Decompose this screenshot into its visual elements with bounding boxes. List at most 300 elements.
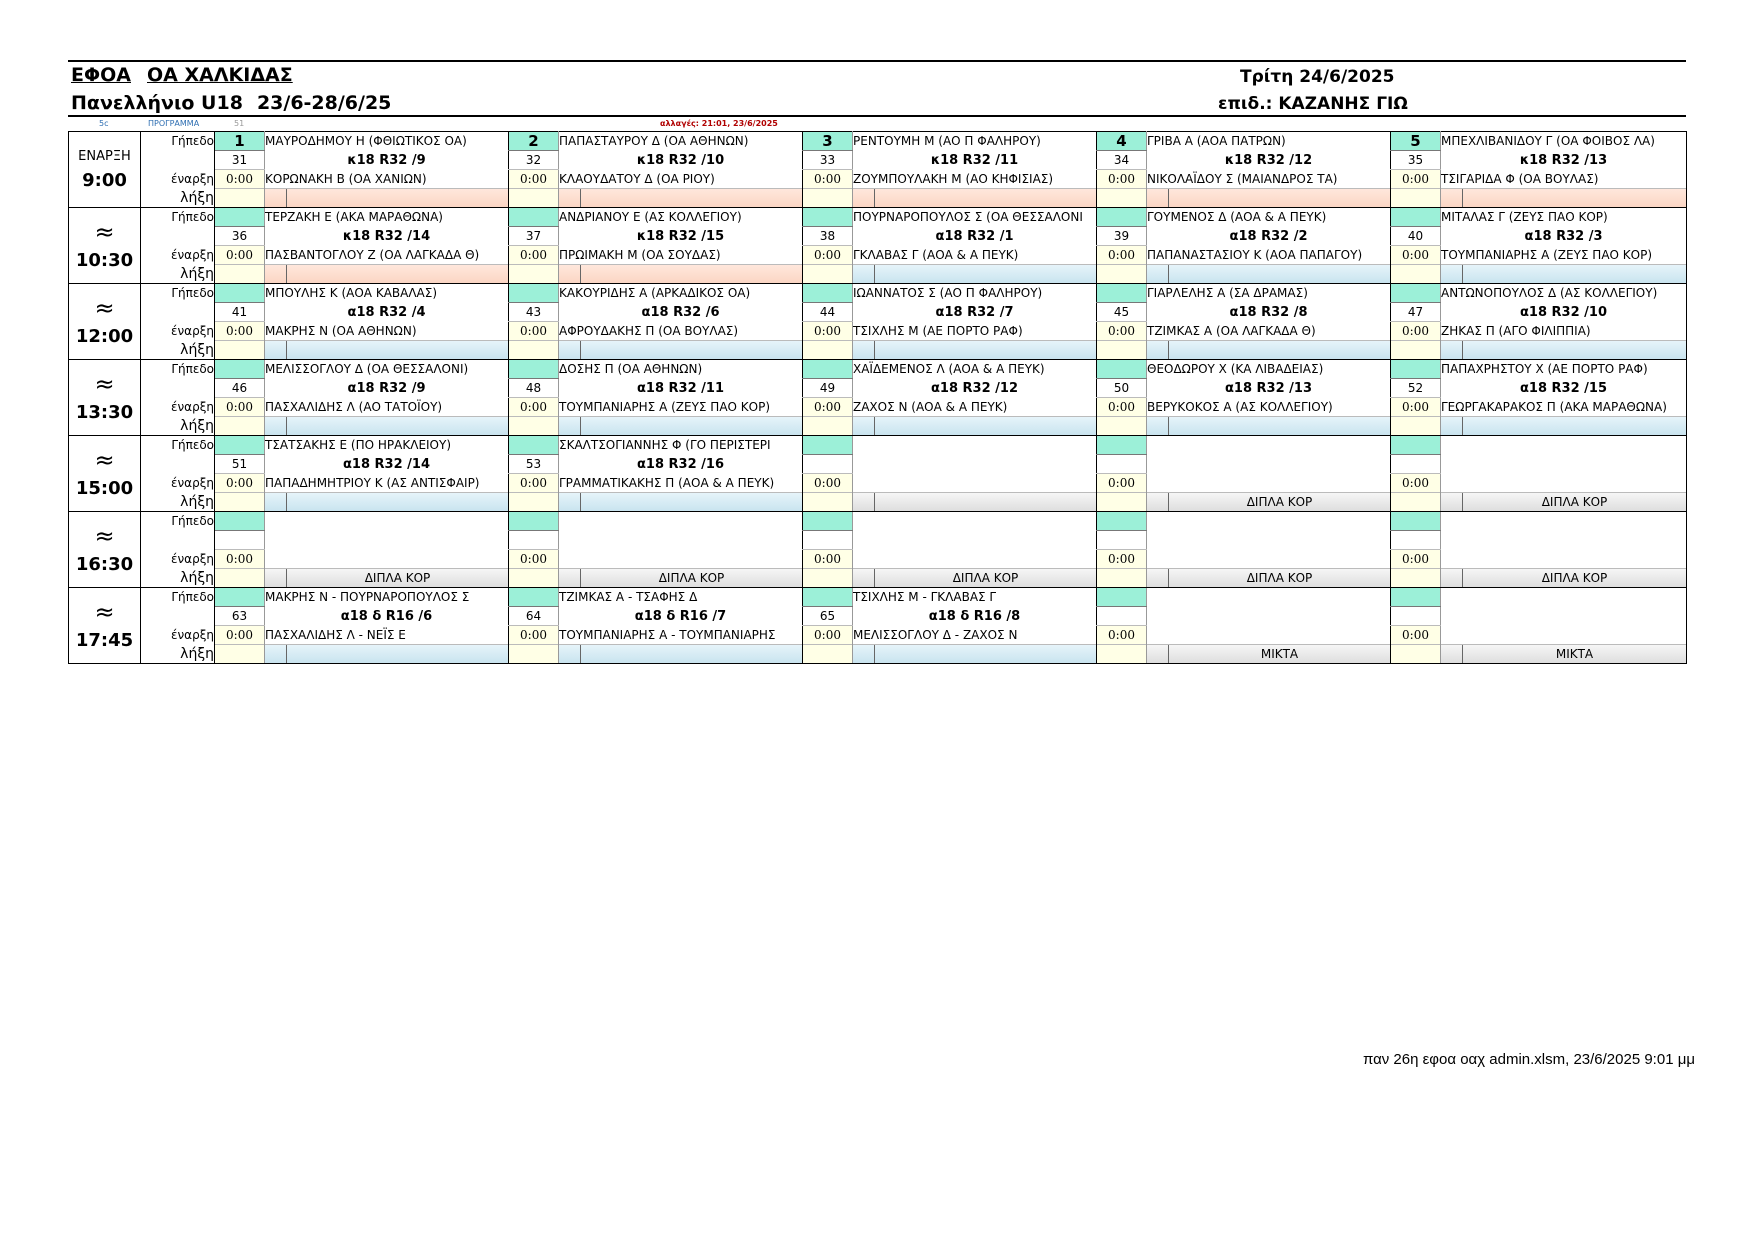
club-name: ΟΑ ΧΑΛΚΙΔΑΣ [147, 64, 293, 86]
match-start-time: 0:00 [803, 626, 853, 645]
end-bar [1147, 417, 1390, 435]
row-label-empty [141, 379, 215, 398]
match-note: ΔΙΠΛΑ ΚΟΡ [1169, 569, 1390, 587]
match-end-time [803, 417, 853, 436]
match-start-time: 0:00 [1097, 246, 1147, 265]
match-note [287, 265, 508, 283]
match-round: κ18 R32 /15 [636, 228, 725, 244]
match-note [287, 493, 508, 511]
match-round [265, 531, 509, 550]
match-number [1097, 455, 1147, 474]
match-round: α18 R32 /10 [1441, 303, 1687, 322]
match-start-time: 0:00 [1391, 474, 1441, 493]
match-note: ΔΙΠΛΑ ΚΟΡ [581, 569, 802, 587]
end-bar [853, 645, 1096, 663]
match-start-time: 0:00 [215, 322, 265, 341]
match-number: 47 [1391, 303, 1441, 322]
end-bar [1147, 341, 1390, 359]
match-round: α18 R32 /1 [935, 228, 1014, 244]
match-note: ΔΙΠΛΑ ΚΟΡ [875, 569, 1096, 587]
schedule-row [69, 417, 1687, 436]
match-end-bar [1147, 569, 1391, 588]
match-round: κ18 R32 /14 [342, 228, 431, 244]
match-end-time [215, 417, 265, 436]
match-round: α18 R32 /3 [1441, 227, 1687, 246]
match-number: 48 [509, 379, 559, 398]
match-note [875, 417, 1096, 435]
match-round: α18 R32 /7 [935, 304, 1014, 320]
player-two: ΚΟΡΩΝΑΚΗ Β (ΟΑ ΧΑΝΙΩΝ) [265, 171, 427, 186]
court-number [803, 588, 853, 607]
schedule-row [69, 607, 1687, 626]
player-one: ΑΝΔΡΙΑΝΟΥ Ε (ΑΣ ΚΟΛΛΕΓΙΟΥ) [559, 208, 803, 227]
match-start-time: 0:00 [803, 170, 853, 189]
slot-time: 16:30 [75, 554, 134, 575]
schedule-row [69, 265, 1687, 284]
match-end-bar [1147, 493, 1391, 512]
end-bar-cell [1441, 265, 1463, 283]
match-end-bar [1441, 417, 1687, 436]
match-end-time [803, 189, 853, 208]
match-note [581, 265, 802, 283]
match-end-time [1391, 645, 1441, 664]
start-label: έναρξη [141, 626, 215, 645]
match-round [1147, 531, 1391, 550]
match-end-time [509, 265, 559, 284]
match-round: κ18 R32 /10 [636, 152, 725, 168]
player-one: ΤΕΡΖΑΚΗ Ε (ΑΚΑ ΜΑΡΑΘΩΝΑ) [265, 208, 509, 227]
end-bar-cell [559, 645, 581, 663]
player-one [559, 512, 803, 531]
player-two: ΑΦΡΟΥΔΑΚΗΣ Π (ΟΑ ΒΟΥΛΑΣ) [559, 323, 739, 338]
end-bar-cell [1441, 645, 1463, 663]
end-bar-cell [853, 569, 875, 587]
match-round [853, 455, 1097, 474]
match-note: ΜΙΚΤΑ [1463, 645, 1686, 663]
court-number [803, 208, 853, 227]
schedule-row [69, 455, 1687, 474]
match-round: α18 R32 /11 [636, 380, 724, 396]
match-number: 37 [509, 227, 559, 246]
match-start-time: 0:00 [215, 246, 265, 265]
match-number [215, 531, 265, 550]
schedule-row [69, 398, 1687, 417]
match-number: 52 [1391, 379, 1441, 398]
court-number [1391, 208, 1441, 227]
player-two: ΝΙΚΟΛΑΪΔΟΥ Σ (ΜΑΙΑΝΔΡΟΣ ΤΑ) [1147, 171, 1338, 186]
court-number: 3 [803, 132, 853, 151]
match-end-bar [559, 645, 803, 664]
end-bar-cell [265, 569, 287, 587]
match-end-time [1391, 341, 1441, 360]
end-bar [1441, 417, 1686, 435]
match-note: ΔΙΠΛΑ ΚΟΡ [1169, 493, 1390, 511]
match-round: α18 R32 /8 [1229, 304, 1308, 320]
match-number [1391, 531, 1441, 550]
court-label: Γήπεδο [141, 588, 215, 607]
end-label: λήξη [141, 493, 215, 512]
end-label: λήξη [141, 645, 215, 664]
match-number: 64 [509, 607, 559, 626]
player-two: ΤΟΥΜΠΑΝΙΑΡΗΣ Α (ΖΕΥΣ ΠΑΟ ΚΟΡ) [559, 399, 771, 414]
row-label-empty [141, 455, 215, 474]
end-bar-cell [1147, 645, 1169, 663]
match-end-bar [1441, 265, 1687, 284]
end-bar-cell [1147, 189, 1169, 207]
match-number: 51 [215, 455, 265, 474]
match-note [581, 189, 802, 207]
match-note [581, 341, 802, 359]
player-two [559, 550, 803, 569]
end-bar-cell [265, 189, 287, 207]
player-two: ΜΕΛΙΣΣΟΓΛΟΥ Δ - ΖΑΧΟΣ Ν [853, 627, 1018, 642]
end-bar [1147, 189, 1390, 207]
match-start-time: 0:00 [1097, 626, 1147, 645]
player-one: ΓΙΑΡΛΕΛΗΣ Α (ΣΑ ΔΡΑΜΑΣ) [1147, 284, 1391, 303]
match-end-bar [853, 569, 1097, 588]
match-round: α18 δ R16 /6 [340, 608, 433, 624]
end-bar [1147, 265, 1390, 283]
match-note [287, 189, 508, 207]
match-number: 43 [509, 303, 559, 322]
match-end-bar [853, 493, 1097, 512]
match-end-bar [1441, 189, 1687, 208]
row-label-empty [141, 227, 215, 246]
match-end-bar [265, 265, 509, 284]
match-start-time: 0:00 [509, 246, 559, 265]
match-end-time [1097, 341, 1147, 360]
approx-icon: ≈ [94, 598, 115, 626]
end-bar-cell [265, 265, 287, 283]
court-number [215, 360, 265, 379]
court-number [1391, 360, 1441, 379]
match-number: 53 [509, 455, 559, 474]
court-number: 2 [509, 132, 559, 151]
match-number: 41 [215, 303, 265, 322]
player-two: ΠΡΩΙΜΑΚΗ Μ (ΟΑ ΣΟΥΔΑΣ) [559, 247, 721, 262]
match-note [1169, 341, 1390, 359]
start-header: ΕΝΑΡΞΗ [78, 148, 131, 164]
match-start-time: 0:00 [1097, 550, 1147, 569]
end-bar-cell [265, 645, 287, 663]
match-end-time [803, 341, 853, 360]
match-end-time [509, 189, 559, 208]
match-note [1463, 265, 1686, 283]
end-bar [265, 645, 508, 663]
match-start-time: 0:00 [803, 474, 853, 493]
match-end-bar [1441, 341, 1687, 360]
match-number: 36 [215, 227, 265, 246]
end-bar [265, 493, 508, 511]
schedule-row [69, 569, 1687, 588]
court-number [1097, 284, 1147, 303]
player-two [1441, 550, 1687, 569]
match-note [287, 645, 508, 663]
slot-time: 17:45 [75, 630, 134, 651]
end-bar-cell [853, 645, 875, 663]
match-end-bar [853, 645, 1097, 664]
match-number: 31 [215, 151, 265, 170]
match-note [1169, 417, 1390, 435]
court-number [509, 588, 559, 607]
match-number [1097, 531, 1147, 550]
player-one [1147, 512, 1391, 531]
match-note [1463, 417, 1686, 435]
end-bar [1147, 493, 1390, 511]
match-start-time: 0:00 [1391, 246, 1441, 265]
court-label: Γήπεδο [141, 284, 215, 303]
match-end-bar [265, 417, 509, 436]
player-one [853, 512, 1097, 531]
match-end-bar [265, 493, 509, 512]
end-bar [853, 265, 1096, 283]
match-end-bar [559, 493, 803, 512]
end-bar [265, 189, 508, 207]
match-end-bar [1147, 265, 1391, 284]
court-label: Γήπεδο [141, 132, 215, 151]
match-note [875, 189, 1096, 207]
match-round: α18 R32 /14 [342, 456, 430, 472]
schedule-row [69, 436, 1687, 455]
match-start-time: 0:00 [509, 550, 559, 569]
slot-time: 15:00 [75, 478, 134, 499]
match-end-bar [1441, 645, 1687, 664]
end-bar [559, 265, 802, 283]
match-note [287, 417, 508, 435]
match-start-time: 0:00 [803, 550, 853, 569]
event-dates: 23/6-28/6/25 [256, 92, 392, 114]
court-number [215, 284, 265, 303]
match-round: α18 R32 /6 [641, 304, 720, 320]
player-two: ΠΑΣΧΑΛΙΔΗΣ Λ - ΝΕΪΣ Ε [265, 627, 406, 642]
schedule-row [69, 550, 1687, 569]
player-one [1441, 436, 1687, 455]
row-label-empty [141, 607, 215, 626]
end-bar [265, 569, 508, 587]
player-two: ΖΗΚΑΣ Π (ΑΓΟ ΦΙΛΙΠΠΙΑ) [1441, 322, 1687, 341]
end-bar-cell [1441, 569, 1463, 587]
schedule-row [69, 588, 1687, 607]
player-two: ΓΚΛΑΒΑΣ Γ (ΑΟΑ & Α ΠΕΥΚ) [853, 247, 1019, 262]
end-bar-cell [559, 341, 581, 359]
end-bar-cell [853, 341, 875, 359]
match-number: 33 [803, 151, 853, 170]
end-bar-cell [559, 569, 581, 587]
schedule-row [69, 322, 1687, 341]
match-end-bar [559, 341, 803, 360]
court-number: 1 [215, 132, 265, 151]
schedule-row [69, 645, 1687, 664]
match-number [509, 531, 559, 550]
match-round [1147, 607, 1391, 626]
player-one: ΓΟΥΜΕΝΟΣ Δ (ΑΟΑ & Α ΠΕΥΚ) [1147, 208, 1391, 227]
match-note [875, 493, 1096, 511]
player-two: ΠΑΣΧΑΛΙΔΗΣ Λ (ΑΟ ΤΑΤΟΪΟΥ) [265, 399, 443, 414]
court-number [803, 436, 853, 455]
end-bar-cell [1441, 341, 1463, 359]
match-end-time [1097, 645, 1147, 664]
player-two: ΤΣΙΓΑΡΙΔΑ Φ (ΟΑ ΒΟΥΛΑΣ) [1441, 170, 1687, 189]
match-end-time [1097, 569, 1147, 588]
schedule-table [68, 131, 1687, 664]
match-round: α18 R32 /2 [1229, 228, 1308, 244]
code-label: 5c [99, 119, 109, 128]
match-end-time [215, 341, 265, 360]
end-bar [265, 265, 508, 283]
end-bar-cell [1147, 265, 1169, 283]
match-end-time [1097, 189, 1147, 208]
player-two [1147, 474, 1391, 493]
schedule-row [69, 303, 1687, 322]
match-round: α18 δ R16 /7 [634, 608, 727, 624]
schedule-row [69, 189, 1687, 208]
file-footer: παν 26η εφοα οαχ admin.xlsm, 23/6/2025 9:01 μμ [1362, 1051, 1695, 1068]
end-bar [1441, 341, 1686, 359]
match-number: 39 [1097, 227, 1147, 246]
schedule-row [69, 151, 1687, 170]
court-number [1391, 436, 1441, 455]
end-bar-cell [853, 265, 875, 283]
slot-time: 9:00 [82, 169, 127, 191]
match-note: ΔΙΠΛΑ ΚΟΡ [1463, 569, 1686, 587]
match-note [875, 265, 1096, 283]
court-number: 4 [1097, 132, 1147, 151]
court-number [509, 436, 559, 455]
match-end-bar [1147, 341, 1391, 360]
match-round [1147, 455, 1391, 474]
match-round: κ18 R32 /11 [930, 152, 1019, 168]
player-one: ΚΑΚΟΥΡΙΔΗΣ Α (ΑΡΚΑΔΙΚΟΣ ΟΑ) [559, 284, 803, 303]
match-start-time: 0:00 [509, 398, 559, 417]
player-two: ΓΕΩΡΓΑΚΑΡΑΚΟΣ Π (ΑΚΑ ΜΑΡΑΘΩΝΑ) [1441, 398, 1687, 417]
match-start-time: 0:00 [1097, 474, 1147, 493]
top-rule [68, 60, 1686, 62]
match-end-bar [265, 569, 509, 588]
end-label: λήξη [141, 189, 215, 208]
match-round: α18 R32 /4 [347, 304, 426, 320]
schedule-row [69, 626, 1687, 645]
player-one: ΜΠΕΧΛΙΒΑΝΙΔΟΥ Γ (ΟΑ ΦΟΙΒΟΣ ΛΑ) [1441, 132, 1687, 151]
match-round: κ18 R32 /9 [347, 152, 426, 168]
match-start-time: 0:00 [1391, 550, 1441, 569]
match-number: 34 [1097, 151, 1147, 170]
match-round: α18 R32 /9 [347, 380, 426, 396]
match-start-time: 0:00 [1097, 170, 1147, 189]
player-one: ΘΕΟΔΩΡΟΥ Χ (ΚΑ ΛΙΒΑΔΕΙΑΣ) [1147, 360, 1391, 379]
start-label: έναρξη [141, 170, 215, 189]
end-bar [559, 493, 802, 511]
match-round: α18 R32 /15 [1441, 379, 1687, 398]
player-one: ΡΕΝΤΟΥΜΗ Μ (ΑΟ Π ΦΑΛΗΡΟΥ) [853, 132, 1097, 151]
match-start-time: 0:00 [509, 626, 559, 645]
end-bar-cell [1147, 417, 1169, 435]
player-two [265, 550, 509, 569]
match-end-bar [559, 417, 803, 436]
match-end-time [509, 645, 559, 664]
match-end-time [803, 265, 853, 284]
slot-time: 13:30 [75, 402, 134, 423]
player-two: ΠΑΠΑΝΑΣΤΑΣΙΟΥ Κ (ΑΟΑ ΠΑΠΑΓΟΥ) [1147, 247, 1363, 262]
player-one: ΠΑΠΑΣΤΑΥΡΟΥ Δ (ΟΑ ΑΘΗΝΩΝ) [559, 132, 803, 151]
court-label: Γήπεδο [141, 360, 215, 379]
court-number [803, 284, 853, 303]
match-end-time [803, 493, 853, 512]
player-two: ΖΟΥΜΠΟΥΛΑΚΗ Μ (ΑΟ ΚΗΦΙΣΙΑΣ) [853, 171, 1054, 186]
match-end-time [1097, 265, 1147, 284]
match-round: α18 R32 /13 [1224, 380, 1312, 396]
player-one [1147, 436, 1391, 455]
event-title [71, 92, 391, 114]
player-two: ΚΛΑΟΥΔΑΤΟΥ Δ (ΟΑ ΡΙΟΥ) [559, 171, 715, 186]
match-number: 46 [215, 379, 265, 398]
match-end-time [1097, 493, 1147, 512]
match-round: α18 R32 /16 [636, 456, 724, 472]
match-end-time [1391, 189, 1441, 208]
player-one [1441, 588, 1687, 607]
court-label: Γήπεδο [141, 436, 215, 455]
schedule-row [69, 208, 1687, 227]
end-bar-cell [265, 341, 287, 359]
match-start-time: 0:00 [215, 474, 265, 493]
end-bar [853, 417, 1096, 435]
match-start-time: 0:00 [1097, 322, 1147, 341]
match-end-time [803, 645, 853, 664]
slot-time-cell [69, 360, 141, 436]
schedule-row [69, 132, 1687, 151]
slot-time-cell [69, 512, 141, 588]
match-end-time [803, 569, 853, 588]
match-round [1441, 455, 1687, 474]
match-round: α18 δ R16 /8 [928, 608, 1021, 624]
player-one: ΔΟΣΗΣ Π (ΟΑ ΑΘΗΝΩΝ) [559, 360, 803, 379]
end-bar [559, 189, 802, 207]
court-number [1391, 284, 1441, 303]
end-bar [265, 341, 508, 359]
player-one: ΤΣΙΧΛΗΣ Μ - ΓΚΛΑΒΑΣ Γ [853, 588, 1097, 607]
player-one [265, 512, 509, 531]
match-end-bar [853, 189, 1097, 208]
match-number [1097, 607, 1147, 626]
player-one: ΧΑΪΔΕΜΕΝΟΣ Λ (ΑΟΑ & Α ΠΕΥΚ) [853, 360, 1097, 379]
end-bar-cell [559, 265, 581, 283]
match-end-time [1391, 493, 1441, 512]
match-end-time [509, 493, 559, 512]
match-end-bar [1147, 417, 1391, 436]
end-bar-cell [1441, 493, 1463, 511]
player-two: ΤΖΙΜΚΑΣ Α (ΟΑ ΛΑΓΚΑΔΑ Θ) [1147, 323, 1316, 338]
player-one: ΜΑΚΡΗΣ Ν - ΠΟΥΡΝΑΡΟΠΟΥΛΟΣ Σ [265, 588, 509, 607]
match-end-time [509, 417, 559, 436]
court-number [215, 436, 265, 455]
match-number [803, 455, 853, 474]
slot-time-cell [69, 588, 141, 664]
court-number [1097, 512, 1147, 531]
court-number [1097, 208, 1147, 227]
slot-time-cell [69, 132, 141, 208]
court-number [215, 208, 265, 227]
approx-icon: ≈ [94, 294, 115, 322]
player-one: ΜΕΛΙΣΣΟΓΛΟΥ Δ (ΟΑ ΘΕΣΣΑΛΟΝΙ) [265, 360, 509, 379]
end-bar-cell [853, 417, 875, 435]
player-two: ΤΟΥΜΠΑΝΙΑΡΗΣ Α (ΖΕΥΣ ΠΑΟ ΚΟΡ) [1441, 246, 1687, 265]
start-label: έναρξη [141, 550, 215, 569]
match-number [1391, 455, 1441, 474]
match-start-time: 0:00 [803, 246, 853, 265]
player-two: ΜΑΚΡΗΣ Ν (ΟΑ ΑΘΗΝΩΝ) [265, 323, 417, 338]
match-end-bar [559, 265, 803, 284]
match-end-time [1097, 417, 1147, 436]
match-start-time: 0:00 [1391, 322, 1441, 341]
